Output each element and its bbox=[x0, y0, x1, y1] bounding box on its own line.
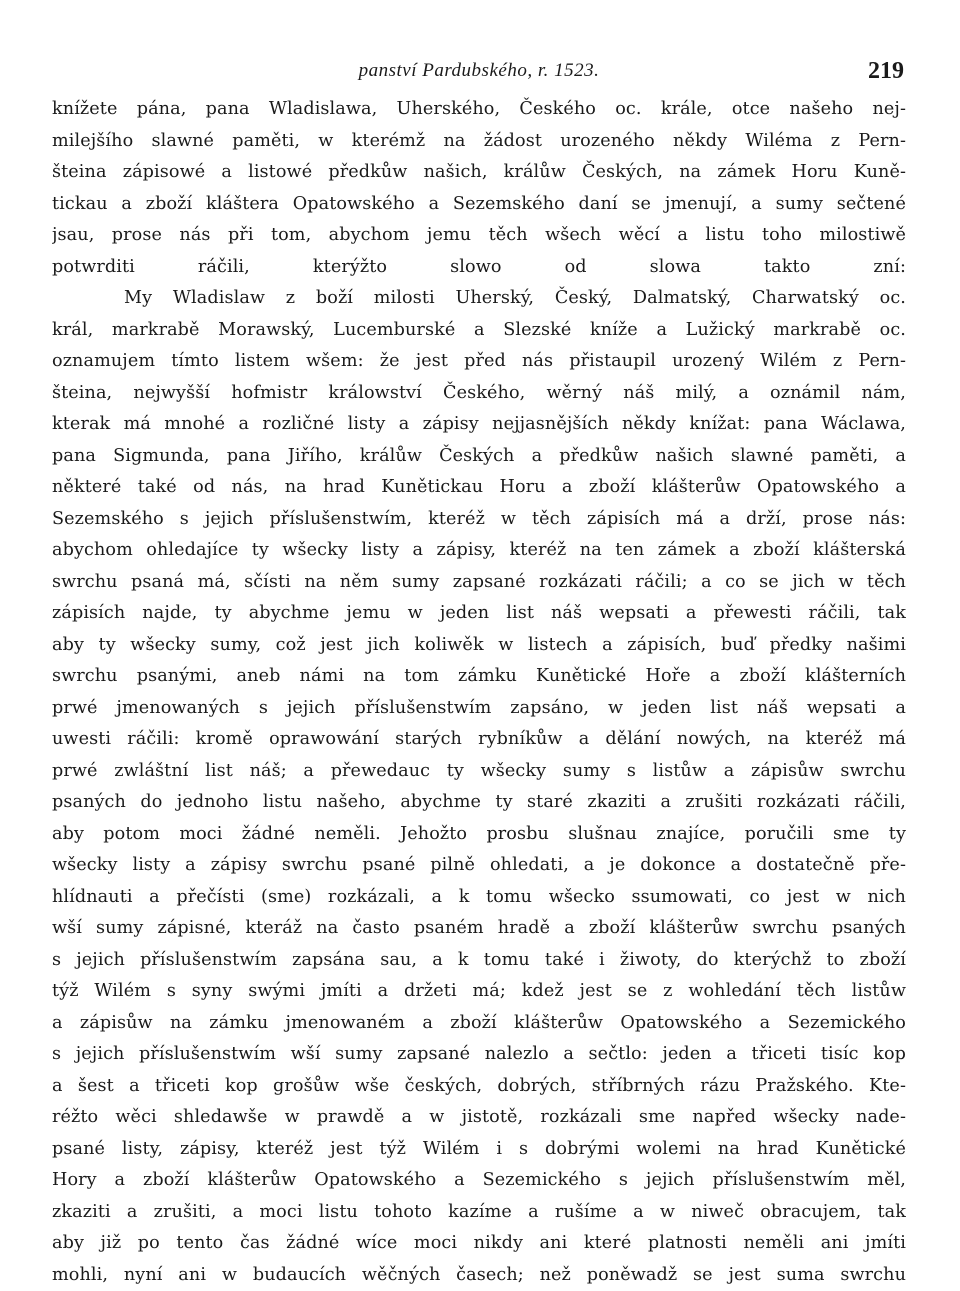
text-line: hlídnauti a přečísti (sme) rozkázali, a k tomu wšecko ssumowati, co jest w nich bbox=[52, 882, 906, 914]
text-line: wšecky listy a zápisy swrchu psané pilně ohledati, a je dokonce a dostatečně pře- bbox=[52, 850, 906, 882]
text-line: některé také od nás, na hrad Kunětickau Horu a zboží klášterůw Opatowského a bbox=[52, 472, 906, 504]
text-line: Hory a zboží klášterůw Opatowského a Sezemického s jejich příslušenstwím měl, bbox=[52, 1165, 906, 1197]
text-line: jsau, prose nás při tom, abychom jemu těch wšech wěcí a listu toho milostiwě bbox=[52, 220, 906, 252]
book-page bbox=[52, 58, 906, 1291]
text-line: abychom ohledajíce ty wšecky listy a zápisy, kteréž na ten zámek a zboží klášterská bbox=[52, 535, 906, 567]
text-line-indented: My Wladislaw z boží milosti Uherský, Český, Dalmatský, Charwatský oc. bbox=[52, 283, 906, 315]
text-line: kterak má mnohé a rozličné listy a zápisy nejjasnějších někdy knížat: pana Wáclawa, bbox=[52, 409, 906, 441]
text-line: uwesti ráčili: kromě oprawowání starých rybníkůw a dělání nowých, na kteréž má bbox=[52, 724, 906, 756]
text-line: tickau a zboží kláštera Opatowského a Sezemského daní se jmenují, a sumy sečtené bbox=[52, 189, 906, 221]
text-line: pana Sigmunda, pana Jiřího, králůw Českých a předkůw našich slawné paměti, a bbox=[52, 441, 906, 473]
body-text bbox=[52, 94, 906, 1291]
text-line: prwé jmenowaných s jejich příslušenstwím zapsáno, w jeden list náš wepsati a bbox=[52, 693, 906, 725]
text-line: milejšího slawné paměti, w kterémž na žádost urozeného někdy Wiléma z Pern- bbox=[52, 126, 906, 158]
text-line: zápisích najde, ty abychme jemu w jeden list náš wepsati a přewesti ráčili, tak bbox=[52, 598, 906, 630]
text-line: psané listy, zápisy, kteréž jest týž Wilém i s dobrými wolemi na hrad Kunětické bbox=[52, 1134, 906, 1166]
text-line: mohli, nyní ani w budaucích wěčných časech; než poněwadž se jest suma swrchu bbox=[52, 1260, 906, 1291]
text-line: aby ty wšecky sumy, což jest jich koliwěk w listech a zápisích, buď předky našimi bbox=[52, 630, 906, 662]
text-line: aby potom moci žádné neměli. Jehožto prosbu slušnau znajíce, poručili sme ty bbox=[52, 819, 906, 851]
text-line: šteina, nejwyšší hofmistr králowství Českého, wěrný náš milý, a oznámil nám, bbox=[52, 378, 906, 410]
text-line: oznamujem tímto listem wšem: že jest před nás přistaupil urozený Wilém z Pern- bbox=[52, 346, 906, 378]
text-line: swrchu psaná má, sčísti na něm sumy zapsané rozkázati ráčili; a co se jich w těch bbox=[52, 567, 906, 599]
text-line: knížete pána, pana Wladislawa, Uherského, Českého oc. krále, otce našeho nej- bbox=[52, 94, 906, 126]
running-head bbox=[52, 58, 906, 90]
page-number: 219 bbox=[868, 58, 904, 85]
text-line: a zápisůw na zámku jmenowaném a zboží klášterůw Opatowského a Sezemického bbox=[52, 1008, 906, 1040]
text-line: král, markrabě Morawský, Lucemburské a Slezské kníže a Lužický markrabě oc. bbox=[52, 315, 906, 347]
text-line: potwrditi ráčili, kterýžto slowo od slowa takto zní: bbox=[52, 252, 906, 284]
text-line: psaných do jednoho listu našeho, abychme ty staré zkaziti a zrušiti rozkázati ráčili, bbox=[52, 787, 906, 819]
running-title: panství Pardubského, r. 1523. bbox=[52, 60, 906, 82]
text-line: šteina zápisowé a listowé předkůw našich, králůw Českých, na zámek Horu Kuně- bbox=[52, 157, 906, 189]
text-line: prwé zwláštní list náš; a přewedauc ty wšecky sumy s listůw a zápisůw swrchu bbox=[52, 756, 906, 788]
text-line: s jejich příslušenstwím zapsána sau, a k tomu také i žiwoty, do kterýchž to zboží bbox=[52, 945, 906, 977]
text-line: zkaziti a zrušiti, a moci listu tohoto kazíme a rušíme a w niweč obracujem, tak bbox=[52, 1197, 906, 1229]
text-line: swrchu psanými, aneb námi na tom zámku Kunětické Hoře a zboží klášterních bbox=[52, 661, 906, 693]
text-line: Sezemského s jejich příslušenstwím, kteréž w těch zápisích má a drží, prose nás: bbox=[52, 504, 906, 536]
text-line: réžto wěci shledawše w prawdě a w jistotě, rozkázali sme napřed wšecky nade- bbox=[52, 1102, 906, 1134]
text-line: s jejich příslušenstwím wší sumy zapsané nalezlo a sečtlo: jeden a třiceti tisíc kop bbox=[52, 1039, 906, 1071]
text-line: aby již po tento čas žádné wíce moci nikdy ani které platnosti neměli ani jmíti bbox=[52, 1228, 906, 1260]
text-line: týž Wilém s syny swými jmíti a držeti má; kdež jest se z wohledání těch listůw bbox=[52, 976, 906, 1008]
text-line: wší sumy zápisné, kteráž na často psaném hradě a zboží klášterůw swrchu psaných bbox=[52, 913, 906, 945]
text-line: a šest a třiceti kop grošůw wše českých, dobrých, stříbrných rázu Pražského. Kte- bbox=[52, 1071, 906, 1103]
